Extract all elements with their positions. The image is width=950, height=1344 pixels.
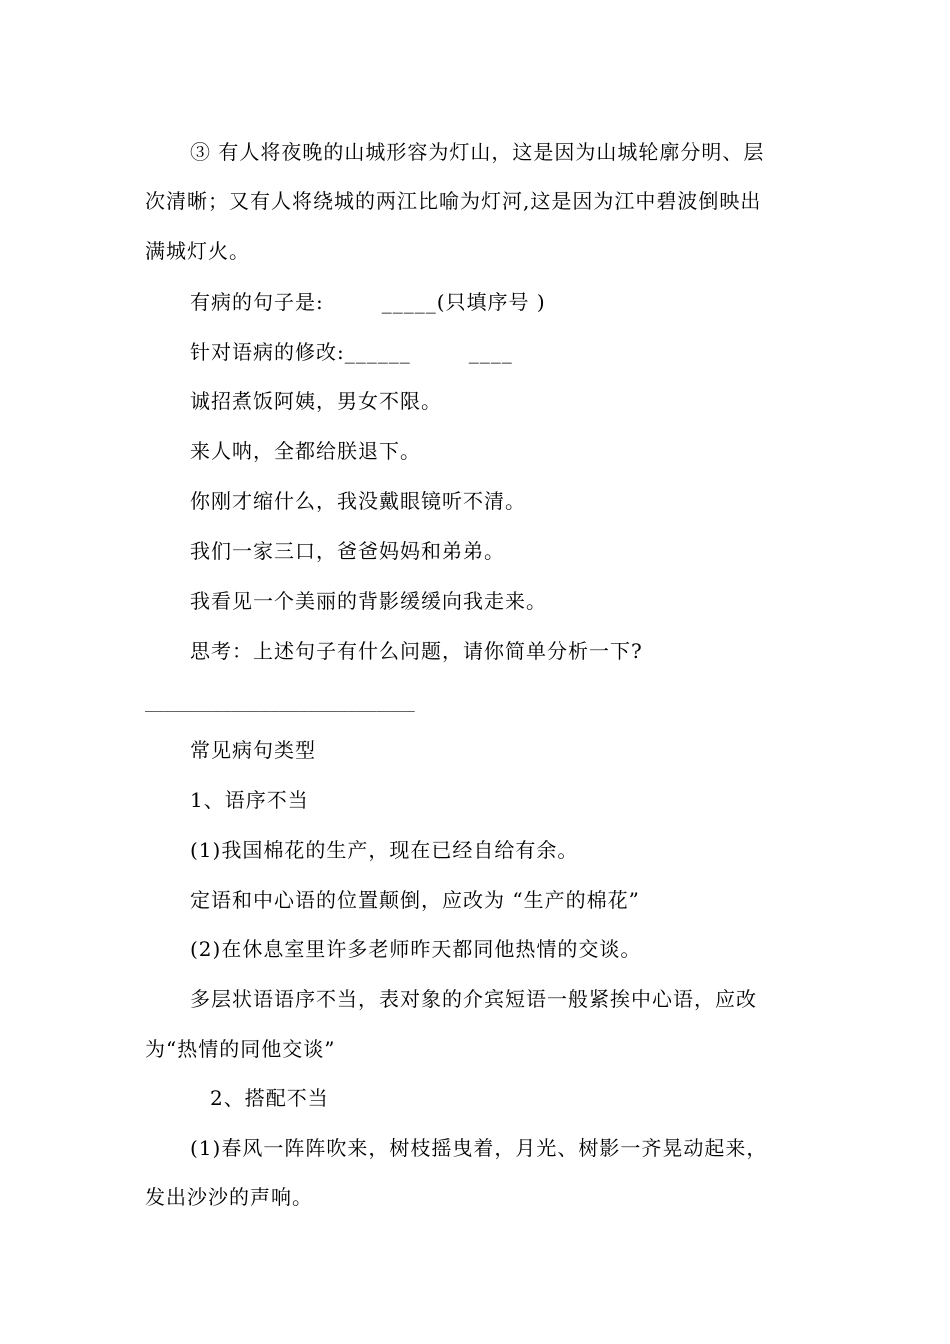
- example-sentence-1: 诚招煮饭阿姨，男女不限。: [190, 389, 442, 413]
- example-3-line-1: (1)春风一阵阵吹来，树枝摇曳着，月光、树影一齐晃动起来，: [190, 1136, 768, 1160]
- section-1-title: 1、语序不当: [190, 788, 309, 812]
- section-heading: 常见病句类型: [190, 738, 316, 762]
- example-1: (1)我国棉花的生产，现在已经自给有余。: [190, 838, 579, 862]
- example-2: (2)在休息室里许多老师昨天都同他热情的交谈。: [190, 937, 642, 961]
- sick-sentence-note: (只填序号 ): [436, 290, 546, 314]
- section-2-title: 2、搭配不当: [210, 1086, 329, 1110]
- example-sentence-2: 来人呐，全都给朕退下。: [190, 439, 421, 463]
- example-sentence-4: 我们一家三口，爸爸妈妈和弟弟。: [190, 539, 505, 563]
- revision-prompt: [190, 338, 513, 366]
- paragraph-3-line-3: 满城灯火。: [145, 239, 250, 263]
- paragraph-3-line-1: ③ 有人将夜晚的山城形容为灯山，这是因为山城轮廓分明、层: [190, 140, 765, 164]
- sick-sentence-blank: _____: [381, 290, 437, 314]
- sick-sentence-label: 有病的句子是:: [190, 290, 324, 314]
- example-1-note: 定语和中心语的位置颠倒，应改为 “生产的棉花”: [190, 888, 640, 912]
- example-sentence-5: 我看见一个美丽的背影缓缓向我走来。: [190, 589, 547, 613]
- example-2-note-line-2: 为“热情的同他交谈”: [145, 1037, 336, 1061]
- paragraph-3-line-2: 次清晰；又有人将绕城的两江比喻为灯河,这是因为江中碧波倒映出: [145, 189, 762, 213]
- sick-sentence-prompt: [190, 288, 546, 316]
- example-3-line-2: 发出沙沙的声响。: [145, 1185, 313, 1209]
- revision-blank-1: ______: [344, 340, 411, 364]
- revision-label: 针对语病的修改:: [190, 340, 345, 364]
- think-question: 思考：上述句子有什么问题，请你简单分析一下?: [190, 639, 643, 663]
- revision-blank-2: ____: [468, 340, 513, 364]
- example-2-note-line-1: 多层状语语序不当，表对象的介宾短语一般紧挨中心语，应改: [190, 987, 757, 1011]
- example-sentence-3: 你刚才缩什么，我没戴眼镜听不清。: [190, 489, 526, 513]
- separator-line: ____________________________: [145, 693, 415, 712]
